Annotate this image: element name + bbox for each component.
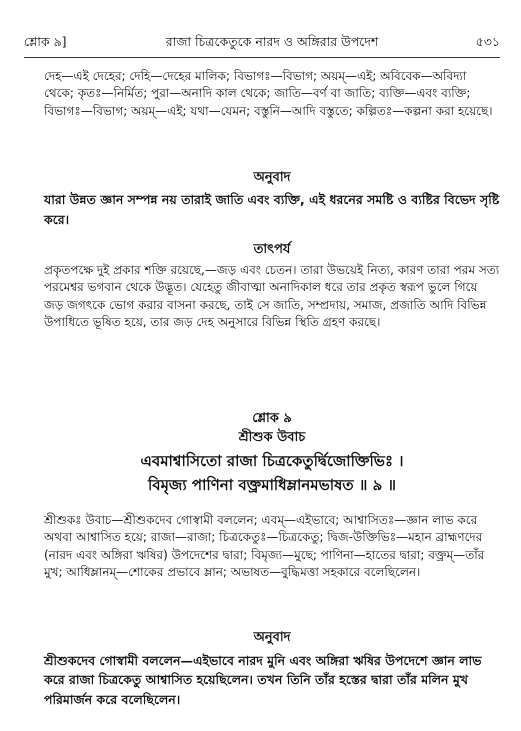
purport-heading: তাৎপর্য	[253, 242, 291, 257]
verse-synonyms-section	[44, 512, 500, 582]
header-verse-ref: শ্লোক ৯]	[24, 34, 67, 49]
verse-translation-text: শ্রীশুকদেব গোস্বামী বললেন—এইভাবে নারদ মুনি এবং অঙ্গিরা ঋষির উপদেশে জ্ঞান লাভ করে রাজা চিত্রকেতু আশ্বাসিত হয়েছিলেন। তখন তিনি তাঁর হস্তের দ্বারা তাঁর মলিন মুখ পরিমার্জন করে বলেছিলেন।	[44, 653, 482, 707]
verse-speaker: শ্রীশুক উবাচ	[238, 430, 306, 445]
translation-heading: অনুবাদ	[253, 170, 291, 185]
page-header	[24, 34, 500, 54]
translation-text: যারা উন্নত জ্ঞান সম্পন্ন নয় তারাই জাতি এবং ব্যক্তি, এই ধরনের সমষ্টি ও ব্যষ্টির বিভেদ সৃষ্টি করে।	[44, 192, 500, 227]
verse-translation-heading: অনুবাদ	[253, 630, 291, 645]
header-rule	[24, 57, 500, 58]
verse-line-1: এবমাশ্বাসিতো রাজা চিত্রকেতুর্দ্বিজোক্তিভিঃ ।	[140, 452, 404, 470]
synonyms-section	[44, 68, 500, 120]
page-number: ৫৩১	[475, 34, 500, 49]
chapter-title: রাজা চিত্রকেতুকে নারদ ও অঙ্গিরার উপদেশ	[165, 34, 379, 49]
purport-text: প্রকৃতপক্ষে দুই প্রকার শক্তি রয়েছে,—জড় এবং চেতন। তারা উভয়েই নিত্য, কারণ তারা পরম সত্য পরমেশ্বর ভগবান থেকে উদ্ভূত। যেহেতু জীবাত্মা অনাদিকাল ধরে তার প্রকৃত স্বরূপ ভুলে গিয়ে জড় জগৎকে ভোগ করার বাসনা করছে, তাই সে জাতি, সম্প্রদায়, সমাজ, প্রজাতি আদি বিভিন্ন উপাধিতে ভূষিত হয়ে, তার জড় দেহ অনুসারে বিভিন্ন স্থিতি গ্রহণ করছে।	[44, 263, 500, 330]
verse-translation-section	[44, 651, 500, 709]
verse-synonyms-text: শ্রীশুকঃ উবাচ—শ্রীশুকদেব গোস্বামী বললেন; এবম্—এইভাবে; আশ্বাসিতঃ—জ্ঞান লাভ করে অথবা আশ্বাসিত হয়ে; রাজা—রাজা; চিত্রকেতুঃ—চিত্রকেতু; দ্বিজ-উক্তিভিঃ—মহান ব্রাহ্মণদের (নারদ এবং অঙ্গিরা ঋষির) উপদেশের দ্বারা; বিমৃজ্য—মুছে; পাণিনা—হাতের দ্বারা; বক্ত্রম্—তাঁর মুখ; আধিম্লানম্—শোকের প্রভাবে ম্লান; অভাষত—বুদ্ধিমত্তা সহকারে বলেছিলেন।	[44, 513, 485, 580]
purport-section	[44, 262, 500, 332]
verse-label: শ্লোক ৯	[252, 411, 292, 426]
synonyms-text: দেহ—এই দেহের; দেহি—দেহের মালিক; বিভাগঃ—বিভাগ; অয়ম্—এই; অবিবেক—অবিদ্যা থেকে; কৃতঃ—নির্মিত; পুরা—অনাদি কাল থেকে; জাতি—বর্ণ বা জাতি; ব্যক্তি—এবং ব্যক্তি; বিভাগঃ—বিভাগ; অয়ম্—এই; যথা—যেমন; বস্তুনি—আদি বস্তুতে; কল্পিতঃ—কল্পনা করা হয়েছে।	[44, 69, 493, 118]
translation-section	[44, 190, 500, 230]
verse-line-2: বিমৃজ্য পাণিনা বক্ত্রমাধিম্লানমভাষত ॥ ৯ ॥	[147, 476, 397, 494]
